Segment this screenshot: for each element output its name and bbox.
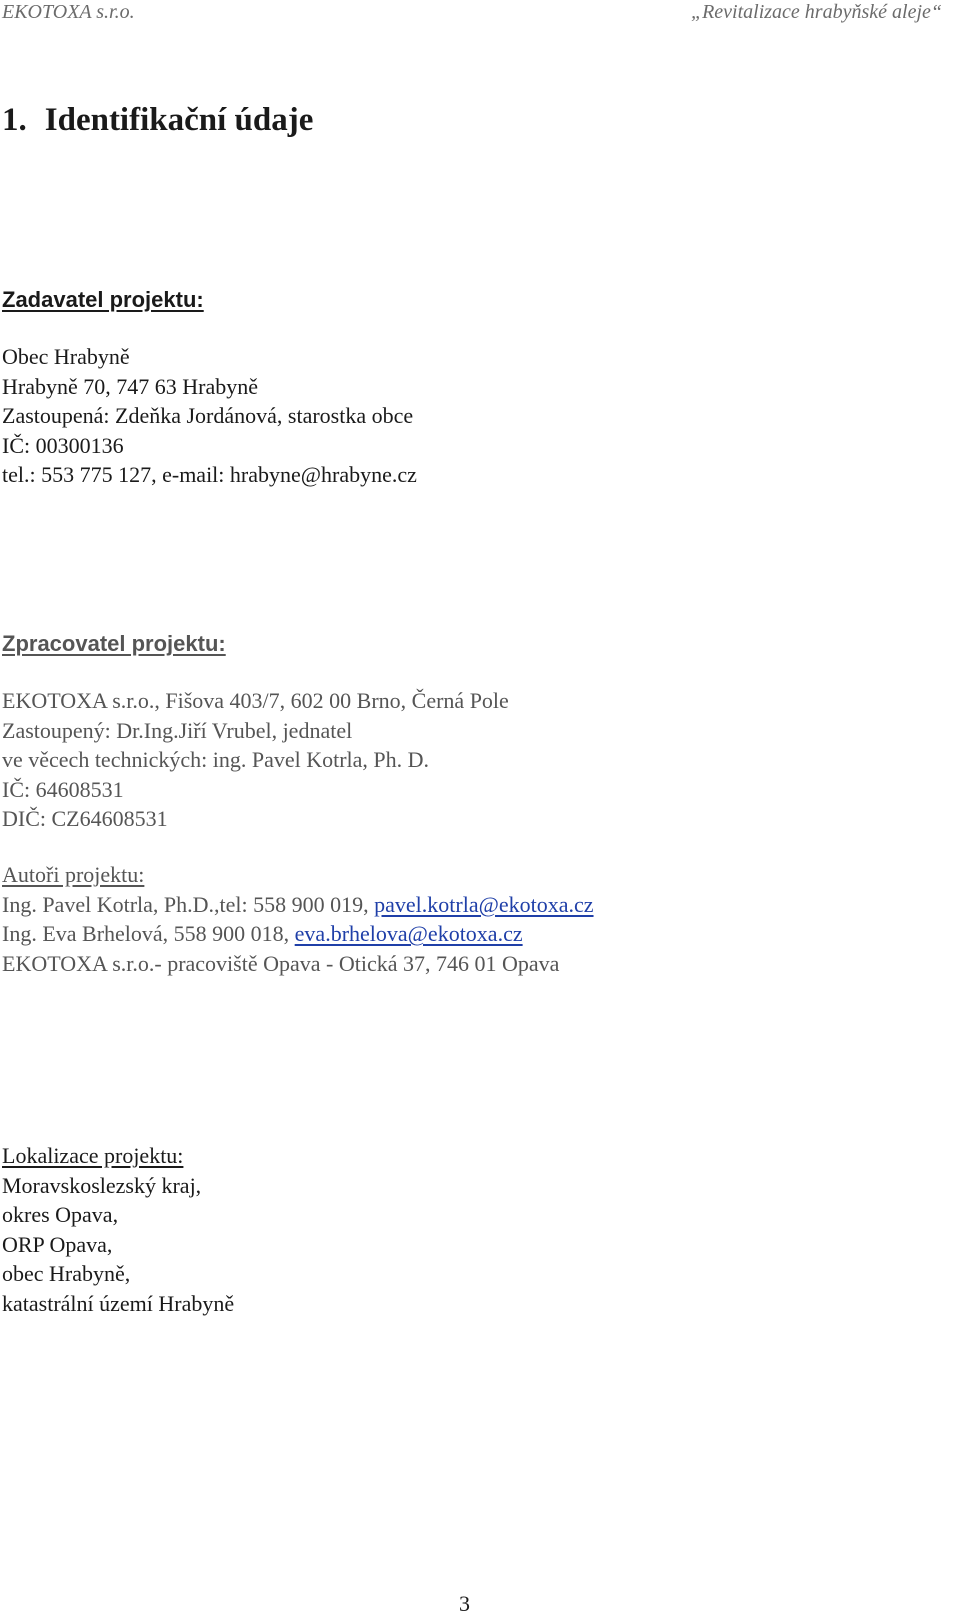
header-company: EKOTOXA s.r.o. (2, 1, 135, 23)
page-number: 3 (459, 1591, 470, 1616)
zpracovatel-title: Zpracovatel projektu: (2, 631, 226, 656)
autori-block (2, 860, 594, 978)
workplace-line: EKOTOXA s.r.o.- pracoviště Opava - Otická 37, 746 01 Opava (2, 950, 560, 976)
author-info: Ing. Pavel Kotrla, Ph.D.,tel: 558 900 019, (2, 891, 375, 917)
lokalizace-line: Moravskoslezský kraj, (2, 1172, 202, 1198)
zpracovatel-line: ve věcech technických: ing. Pavel Kotrla, Ph. D. (2, 747, 430, 772)
zadavatel-line: Zastoupená: Zdeňka Jordánová, starostka obce (2, 403, 414, 428)
author-email-link[interactable]: eva.brhelova@ekotoxa.cz (294, 921, 523, 946)
header-project-title: „Revitalizace hrabyňské aleje“ (690, 1, 942, 23)
lokalizace-line: okres Opava, (2, 1202, 119, 1227)
zadavatel-line: tel.: 553 775 127, e-mail: hrabyne@hrabyne.cz (2, 462, 417, 487)
zpracovatel-line: IČ: 64608531 (2, 776, 124, 802)
section-number: 1. (2, 102, 27, 138)
zadavatel-line: Hrabyně 70, 747 63 Hrabyně (2, 373, 258, 399)
zpracovatel-block (2, 686, 509, 834)
author-line (2, 919, 594, 949)
autori-title: Autoři projektu: (2, 862, 145, 887)
author-info: Ing. Eva Brhelová, 558 900 018, (2, 921, 295, 946)
zadavatel-line: IČ: 00300136 (2, 432, 124, 458)
lokalizace-block (2, 1141, 234, 1318)
zadavatel-line: Obec Hrabyně (2, 344, 130, 369)
zpracovatel-line: Zastoupený: Dr.Ing.Jiří Vrubel, jednatel (2, 717, 353, 743)
lokalizace-line: obec Hrabyně, (2, 1261, 131, 1286)
section-heading (2, 100, 313, 140)
author-email-link[interactable]: pavel.kotrla@ekotoxa.cz (374, 891, 594, 917)
author-line (2, 890, 594, 920)
lokalizace-line: katastrální území Hrabyně (2, 1290, 235, 1316)
section-title: Identifikační údaje (44, 102, 314, 138)
zpracovatel-line: EKOTOXA s.r.o., Fišova 403/7, 602 00 Brno, Černá Pole (2, 688, 509, 713)
zadavatel-title: Zadavatel projektu: (2, 287, 204, 312)
zpracovatel-line: DIČ: CZ64608531 (2, 806, 168, 831)
lokalizace-title: Lokalizace projektu: (2, 1143, 184, 1168)
zadavatel-block (2, 342, 417, 490)
lokalizace-line: ORP Opava, (2, 1231, 113, 1257)
